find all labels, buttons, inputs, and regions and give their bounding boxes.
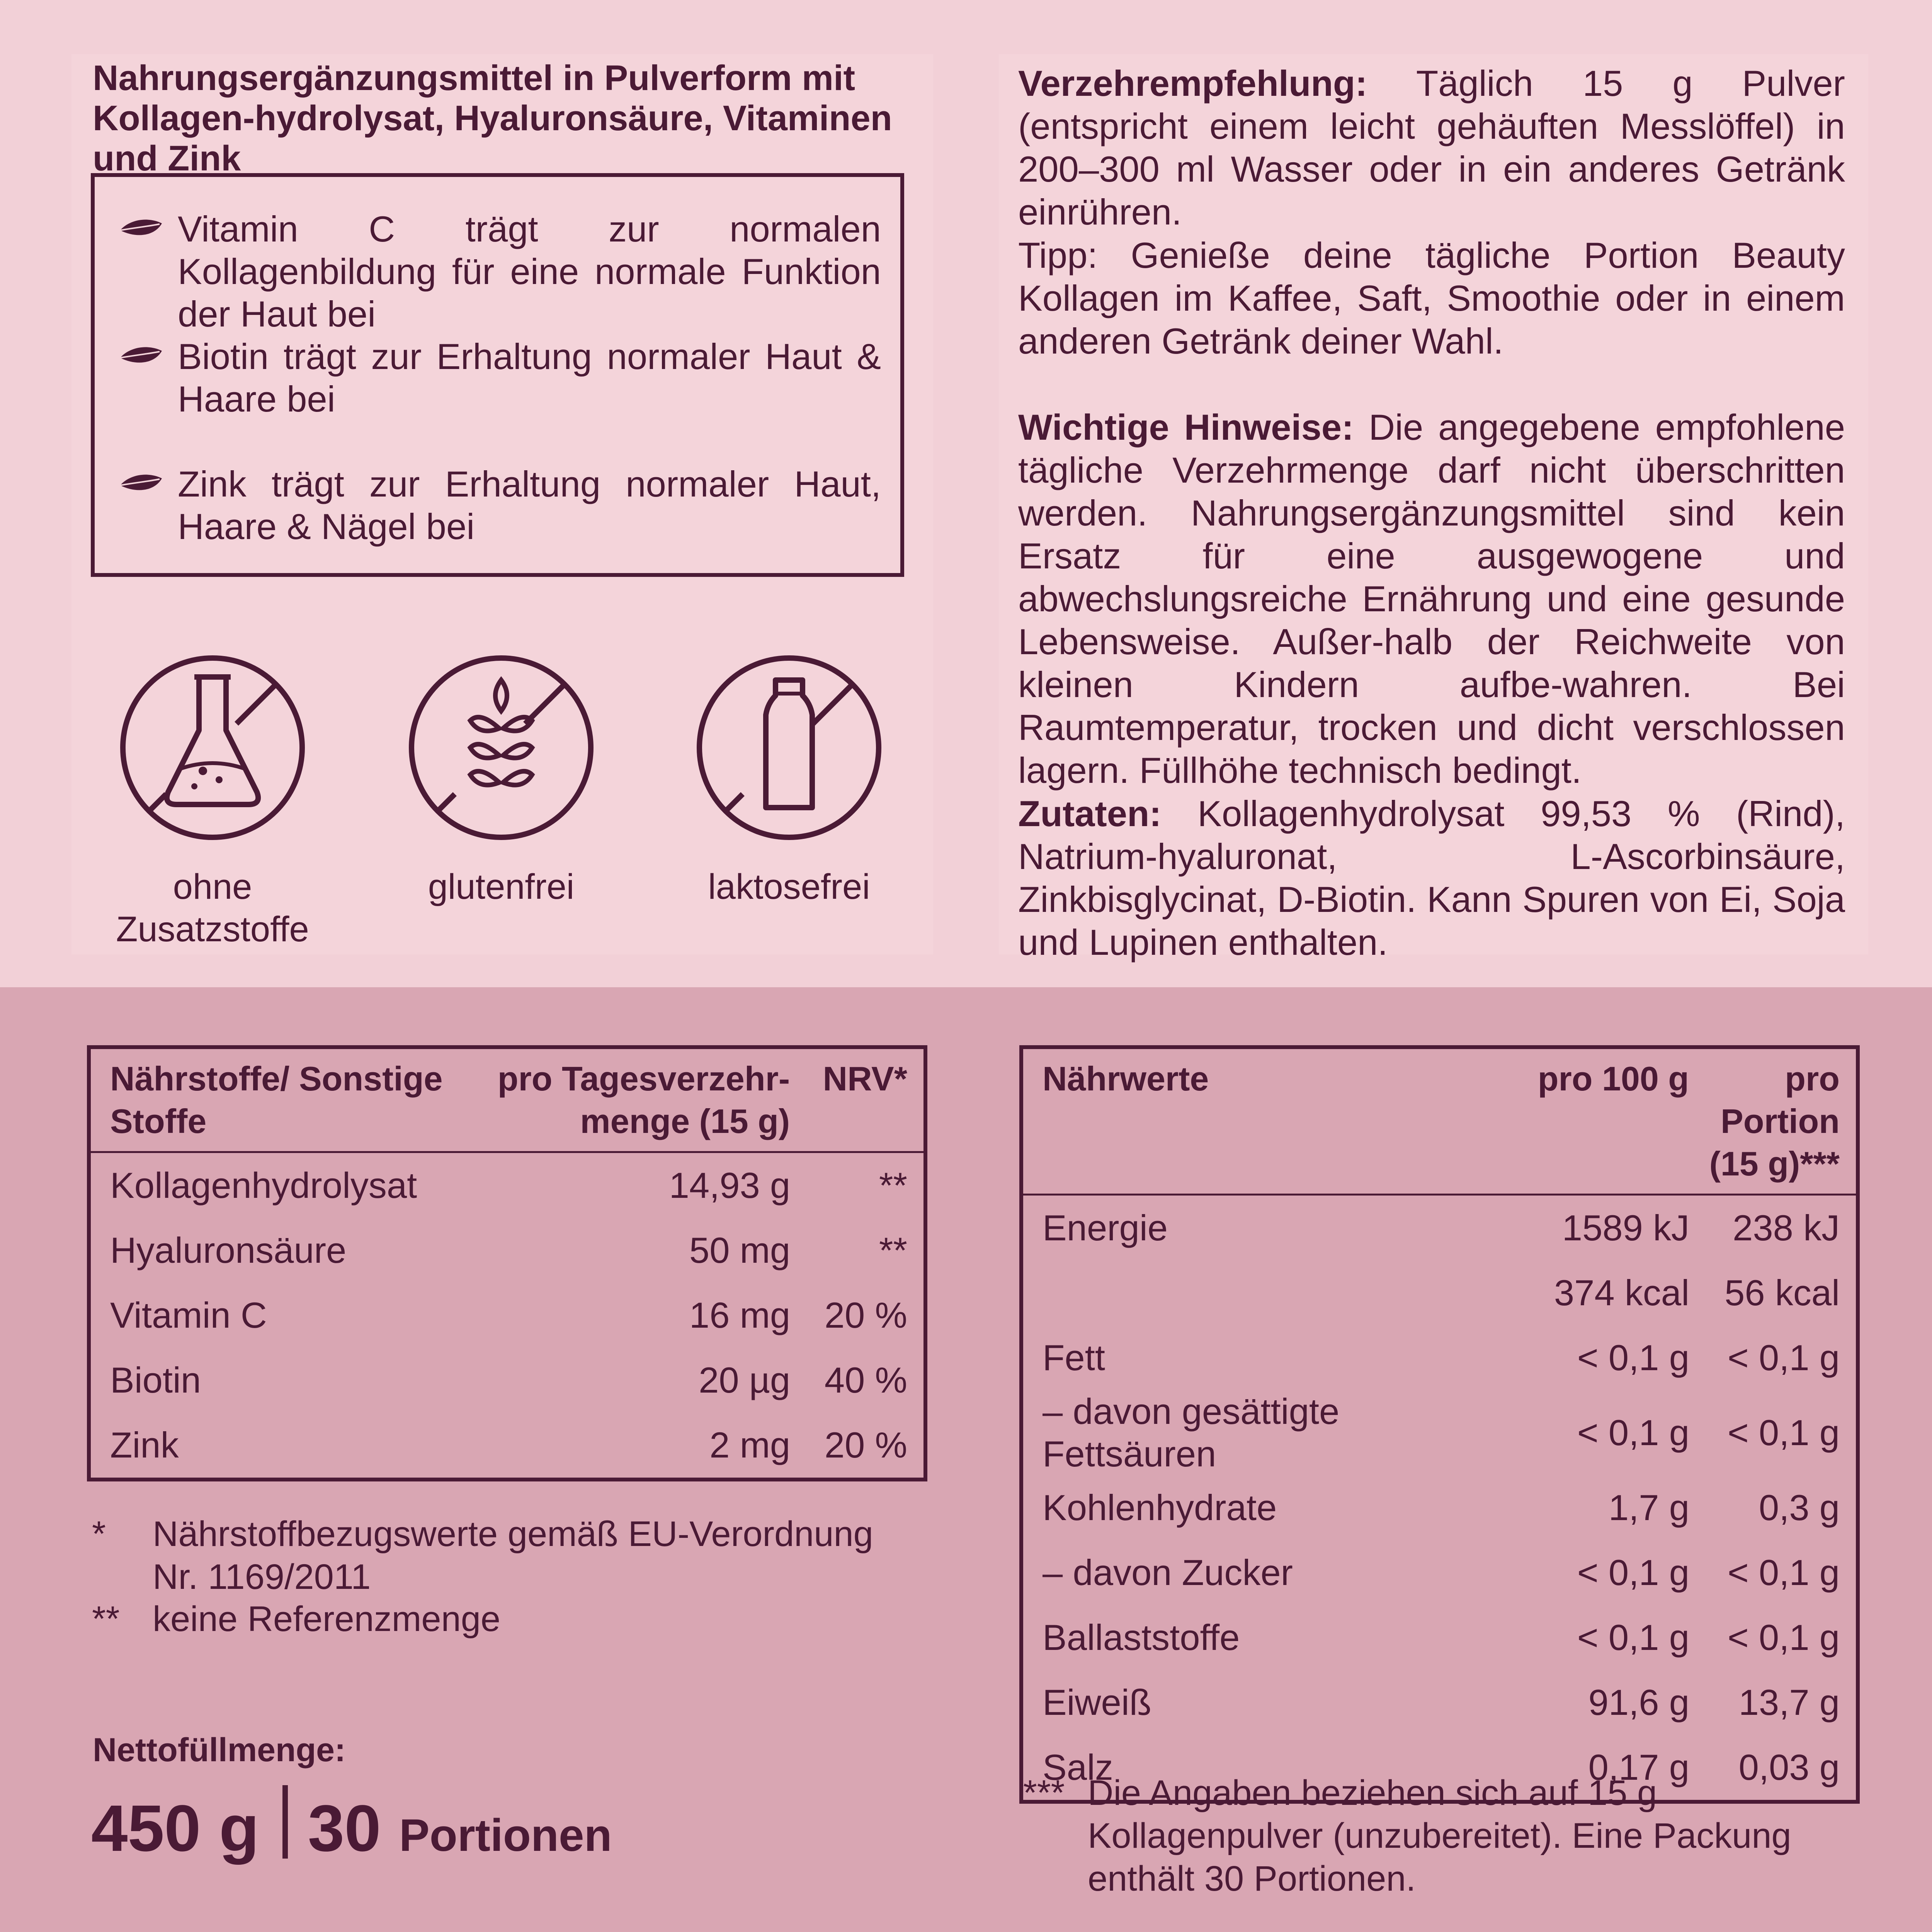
table-row — [1023, 1260, 1856, 1325]
usage-recommendation — [1018, 62, 1845, 233]
nutrient-name: Zink — [110, 1425, 179, 1465]
per-portion-value: 0,3 g — [1759, 1487, 1840, 1528]
ingredients-label: Zutaten: — [1018, 793, 1162, 834]
per-100g-value: 91,6 g — [1588, 1682, 1689, 1723]
footnote-text: Die Angaben beziehen sich auf 15 g Kollagenpulver (unzubereitet). Eine Packung enthält 30 Portionen. — [1088, 1773, 1791, 1898]
per-portion-value: < 0,1 g — [1727, 1412, 1840, 1453]
table-row — [1023, 1475, 1856, 1540]
portions-word: Portionen — [399, 1810, 612, 1861]
nutrition-label: Kohlenhydrate — [1043, 1487, 1277, 1528]
column-header: NRV* — [823, 1060, 907, 1098]
nutrition-label: Ballaststoffe — [1043, 1617, 1240, 1658]
table-row — [1023, 1325, 1856, 1390]
leaf-icon — [118, 468, 164, 499]
per-portion-value: 0,03 g — [1738, 1747, 1840, 1787]
footnote-mark: *** — [1023, 1773, 1065, 1813]
per-100g-value: 1,7 g — [1608, 1487, 1689, 1528]
column-header: Nährwerte — [1043, 1060, 1209, 1098]
product-description: Nahrungsergänzungsmittel in Pulverform mit Kollagen-hydrolysat, Hyaluronsäure, Vitaminen und Zink — [93, 58, 892, 178]
per-portion-value: 238 kJ — [1733, 1208, 1840, 1248]
table-row — [91, 1283, 923, 1348]
nutrition-label: Eiweiß — [1043, 1682, 1152, 1723]
table-row — [1023, 1540, 1856, 1605]
column-header: Nährstoffe/ Sonstige Stoffe — [110, 1060, 443, 1140]
per-portion-value: < 0,1 g — [1727, 1617, 1840, 1658]
ingredients — [1018, 792, 1845, 964]
nutrition-label: – davon gesättigte Fettsäuren — [1043, 1391, 1340, 1474]
warnings — [1018, 406, 1845, 792]
per-100g-value: 0,17 g — [1588, 1747, 1689, 1787]
column-header: pro Portion (15 g)*** — [1709, 1060, 1840, 1183]
divider — [282, 1785, 288, 1859]
health-claims-box — [91, 173, 904, 577]
nutrition-label: – davon Zucker — [1043, 1552, 1293, 1593]
table-row — [91, 1348, 923, 1413]
table-row — [1023, 1605, 1856, 1670]
nutrient-amount: 14,93 g — [669, 1165, 791, 1206]
ingredients-text: Kollagenhydrolysat 99,53 % (Rind), Natrium-hyaluronat, L-Ascorbinsäure, Zinkbisglycinat, D-Biotin. Kann Spuren von Ei, Soja und Lupinen enthalten. — [1018, 793, 1845, 963]
nutrient-amount: 20 µg — [699, 1360, 791, 1400]
nutrient-nrv: ** — [879, 1230, 907, 1270]
badge-label: glutenfrei — [428, 867, 575, 906]
milk-bottle-crossed-icon — [694, 653, 884, 842]
nutrient-nrv: 20 % — [824, 1425, 907, 1465]
table-header-row — [91, 1049, 923, 1152]
portions-count: 30 — [308, 1792, 381, 1865]
per-portion-value: < 0,1 g — [1727, 1552, 1840, 1593]
claim-text: Biotin trägt zur Erhaltung normaler Haut & Haare bei — [178, 336, 881, 419]
footnote-mark: * — [92, 1514, 106, 1554]
table-row — [91, 1413, 923, 1478]
per-100g-value: < 0,1 g — [1577, 1617, 1689, 1658]
nutrition-table — [1019, 1045, 1860, 1804]
footnote-mark: ** — [92, 1599, 120, 1639]
table-row — [1023, 1390, 1856, 1475]
net-content-value — [91, 1785, 612, 1874]
usage-text: Täglich 15 g Pulver (entspricht einem leicht gehäuften Messlöffel) in 200–300 ml Wasser oder in ein anderes Getränk einrühren. — [1018, 63, 1845, 232]
nutrients-table — [87, 1045, 927, 1481]
net-content-label: Nettofüllmenge: — [93, 1731, 346, 1769]
column-header: pro 100 g — [1537, 1060, 1689, 1098]
nutrition-label: Fett — [1043, 1337, 1105, 1378]
leaf-icon — [118, 213, 164, 244]
per-100g-value: 1589 kJ — [1562, 1208, 1689, 1248]
nutrient-amount: 16 mg — [689, 1295, 791, 1335]
nutrient-nrv: 20 % — [824, 1295, 907, 1335]
table-row — [91, 1152, 923, 1218]
per-portion-value: 13,7 g — [1738, 1682, 1840, 1723]
table-row — [91, 1218, 923, 1283]
nutrient-name: Vitamin C — [110, 1295, 267, 1335]
footnote-text: Nährstoffbezugswerte gemäß EU-Verordnung Nr. 1169/2011 — [153, 1514, 873, 1597]
table-row — [1023, 1195, 1856, 1261]
nutrient-amount: 2 mg — [709, 1425, 791, 1465]
table-header-row — [1023, 1049, 1856, 1195]
per-100g-value: < 0,1 g — [1577, 1552, 1689, 1593]
flask-crossed-icon — [118, 653, 307, 842]
nutrient-name: Hyaluronsäure — [110, 1230, 347, 1270]
nutrition-label — [1023, 1260, 1506, 1325]
badge-label: laktosefrei — [708, 867, 870, 906]
warnings-label: Wichtige Hinweise: — [1018, 407, 1354, 447]
column-header: pro Tagesverzehr-menge (15 g) — [497, 1060, 790, 1140]
per-portion-value: < 0,1 g — [1727, 1337, 1840, 1378]
nutrition-label: Energie — [1043, 1208, 1168, 1248]
usage-label: Verzehrempfehlung: — [1018, 63, 1367, 104]
per-100g-value: 374 kcal — [1554, 1272, 1689, 1313]
per-100g-value: < 0,1 g — [1577, 1412, 1689, 1453]
footnote-text: keine Referenzmenge — [153, 1599, 501, 1639]
claim-text: Vitamin C trägt zur normalen Kollagenbildung für eine normale Funktion der Haut bei — [178, 209, 881, 334]
badge-label: ohne Zusatzstoffe — [116, 867, 309, 949]
warnings-text: Die angegebene empfohlene tägliche Verzehrmenge darf nicht überschritten werden. Nahrungsergänzungsmittel sind kein Ersatz für eine ausgewogene und abwechslungsreiche Ernährung und eine gesunde Lebensweise. Außer-halb der Reichweite von kleinen Kindern aufbe-wahren. Bei Raumtemperatur, trocken und dicht verschlossen lagern. Füllhöhe technisch bedingt. — [1018, 407, 1845, 791]
claim-text: Zink trägt zur Erhaltung normaler Haut, Haare & Nägel bei — [178, 464, 881, 547]
net-weight: 450 g — [91, 1792, 259, 1865]
nutrient-amount: 50 mg — [689, 1230, 791, 1270]
nutrient-name: Kollagenhydrolysat — [110, 1165, 417, 1206]
per-100g-value: < 0,1 g — [1577, 1337, 1689, 1378]
per-portion-value: 56 kcal — [1725, 1272, 1840, 1313]
table-row — [1023, 1670, 1856, 1735]
nutrient-nrv: ** — [879, 1165, 907, 1206]
leaf-icon — [118, 341, 164, 372]
nutrient-nrv: 40 % — [824, 1360, 907, 1400]
nutrient-name: Biotin — [110, 1360, 201, 1400]
wheat-crossed-icon — [406, 653, 596, 842]
nutrition-label: Salz — [1043, 1747, 1113, 1787]
tip-text: Tipp: Genieße deine tägliche Portion Beauty Kollagen im Kaffee, Saft, Smoothie oder in einem anderen Getränk deiner Wahl. — [1018, 235, 1845, 361]
